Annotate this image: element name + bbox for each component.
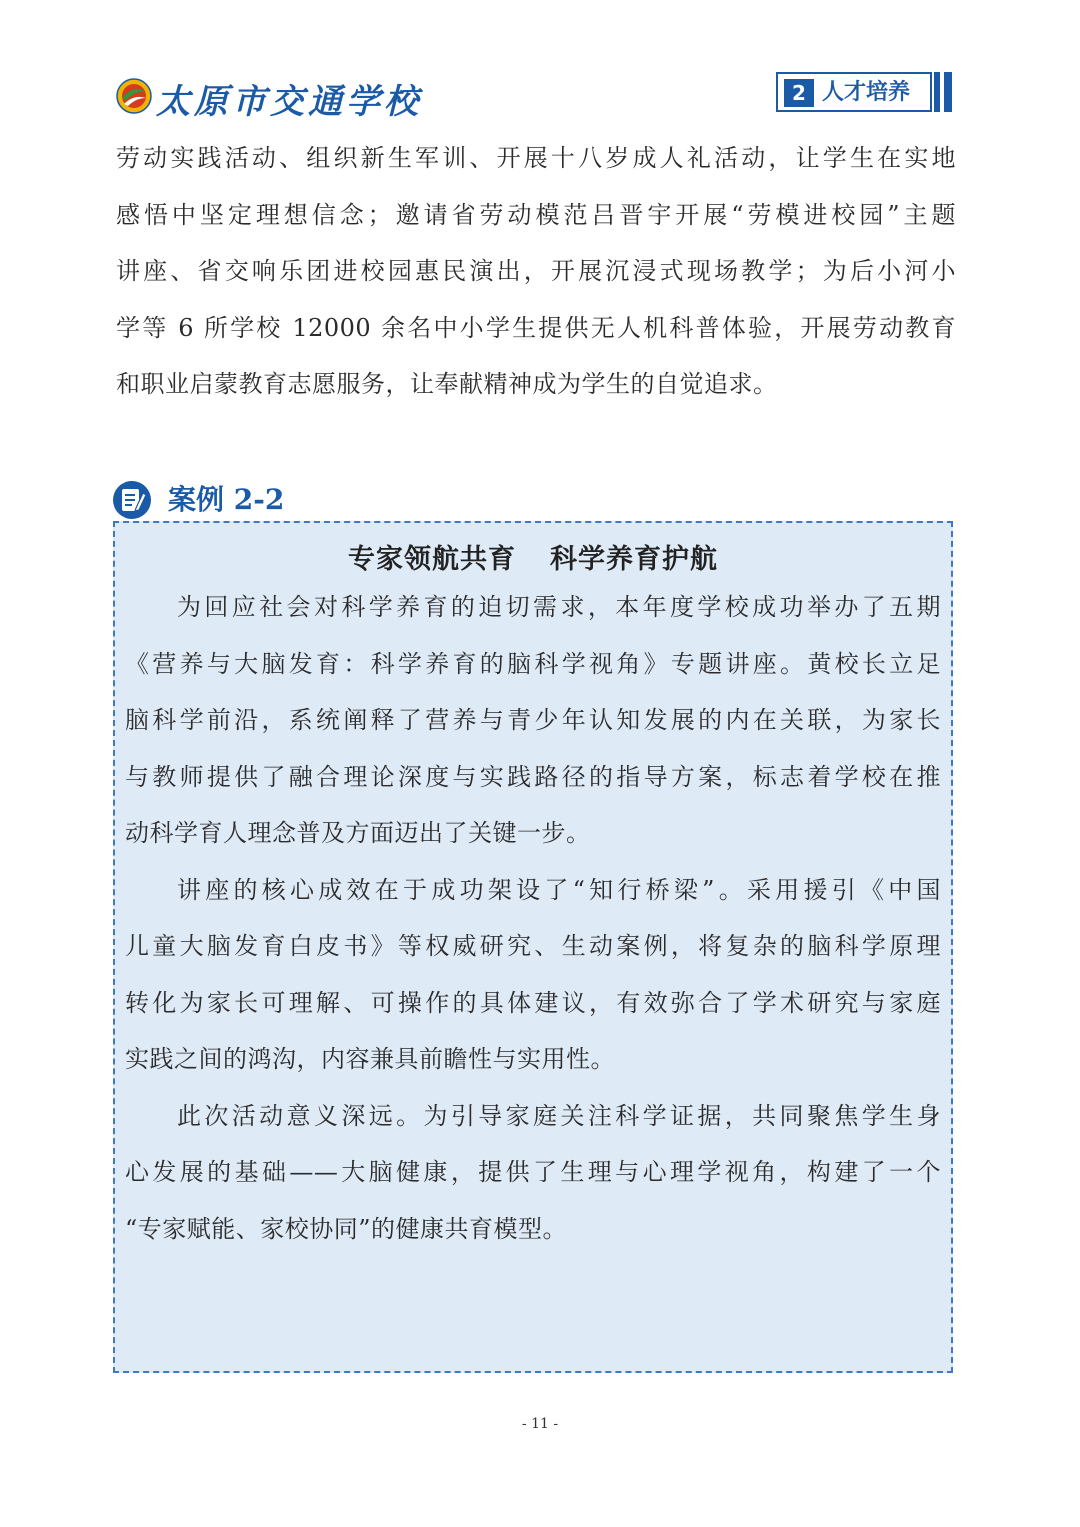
text-line: 心发展的基础——大脑健康，提供了生理与心理学视角，构建了一个 <box>125 1158 941 1186</box>
section-number: 2 <box>784 79 814 107</box>
text-line: 此次活动意义深远。为引导家庭关注科学证据，共同聚焦学生身 <box>177 1101 941 1130</box>
notepad-pen-icon <box>112 480 152 520</box>
decorative-bar <box>944 72 952 112</box>
text-line: 感悟中坚定理想信念；邀请省劳动模范吕晋宇开展“劳模进校园”主题 <box>116 200 956 229</box>
case-title-left: 专家领航共育 <box>348 544 516 575</box>
section-tag <box>776 72 932 112</box>
school-logo-icon <box>116 78 152 114</box>
page-header <box>0 0 1080 130</box>
case-label: 案例 2-2 <box>168 483 285 516</box>
page-number: - 11 - <box>521 1416 559 1432</box>
text-line: 和职业启蒙教育志愿服务，让奉献精神成为学生的自觉追求。 <box>116 370 778 398</box>
intro-paragraph <box>116 130 956 413</box>
text-line: 学等 6 所学校 12000 余名中小学生提供无人机科普体验，开展劳动教育 <box>116 313 956 342</box>
text-line: 讲座的核心成效在于成功架设了“知行桥梁”。采用援引《中国 <box>177 875 941 904</box>
case-title <box>115 537 951 576</box>
case-box <box>113 521 953 1373</box>
text-line: 劳动实践活动、组织新生军训、开展十八岁成人礼活动，让学生在实地 <box>116 144 956 172</box>
text-line: 与教师提供了融合理论深度与实践路径的指导方案，标志着学校在推 <box>125 762 941 791</box>
text-line: 动科学育人理念普及方面迈出了关键一步。 <box>125 819 591 847</box>
text-line: “专家赋能、家校协同”的健康共育模型。 <box>125 1214 568 1243</box>
text-line: 转化为家长可理解、可操作的具体建议，有效弥合了学术研究与家庭 <box>125 988 941 1017</box>
text-line: 脑科学前沿，系统阐释了营养与青少年认知发展的内在关联，为家长 <box>125 706 941 734</box>
text-line: 实践之间的鸿沟，内容兼具前瞻性与实用性。 <box>125 1045 615 1073</box>
text-line: 为回应社会对科学养育的迫切需求，本年度学校成功举办了五期 <box>177 593 941 621</box>
text-line: 讲座、省交响乐团进校园惠民演出，开展沉浸式现场教学；为后小河小 <box>116 257 956 285</box>
school-name: 太原市交通学校 <box>156 82 422 122</box>
text-line: 儿童大脑发育白皮书》等权威研究、生动案例，将复杂的脑科学原理 <box>125 932 941 960</box>
section-title: 人才培养 <box>822 80 911 105</box>
text-line: 《营养与大脑发育：科学养育的脑科学视角》专题讲座。黄校长立足 <box>125 649 941 678</box>
case-title-right: 科学养育护航 <box>550 544 718 575</box>
decorative-bar <box>934 72 940 112</box>
case-body <box>125 579 941 1257</box>
